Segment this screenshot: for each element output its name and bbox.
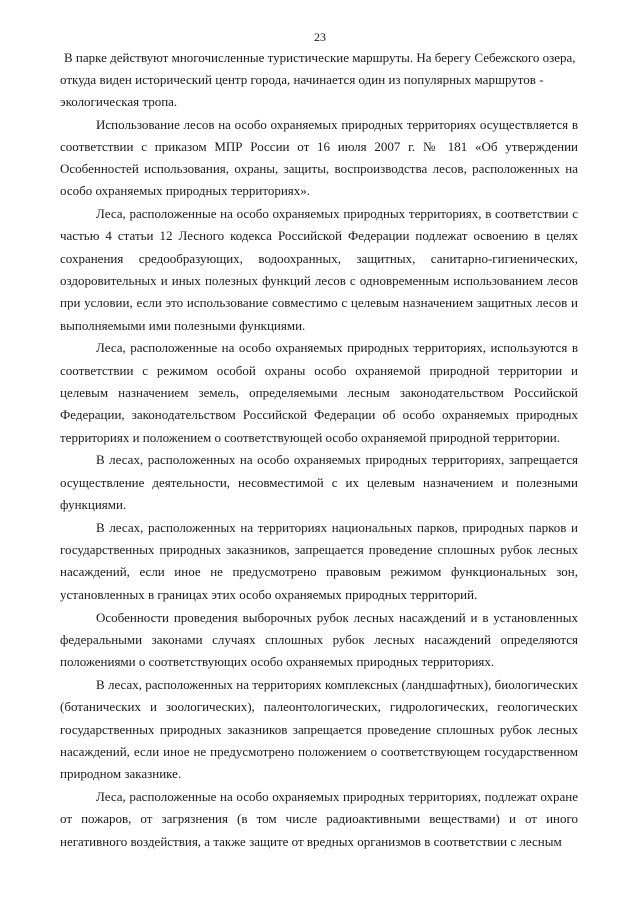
paragraph-5: В лесах, расположенных на особо охраняемых природных территориях, запрещается осуществление деятельности, несовместимой с их целевым назначением и полезными функциями.	[60, 452, 578, 513]
paragraph-3: Леса, расположенные на особо охраняемых природных территориях, в соответствии с частью 4 статьи 12 Лесного кодекса Российской Федерации подлежат освоению в целях сохранения средообразующих, водоохранных, защитных, санитарно-гигиенических, оздоровительных и иных полезных функций лесов с одновременным использованием лесов при условии, если это использование совместимо с целевым назначением защитных лесов и выполняемыми ими полезными функциями.	[60, 206, 578, 333]
paragraph-8: В лесах, расположенных на территориях комплексных (ландшафтных), биологических (ботанических и зоологических), палеонтологических, гидрологических, геологических государственных природных заказников запрещается проведение сплошных рубок лесных насаждений, если иное не предусмотрено положением о соответствующем государственном природном заказнике.	[60, 676, 578, 782]
document-body	[60, 47, 578, 853]
paragraph-9: Леса, расположенные на особо охраняемых природных территориях, подлежат охране от пожаров, от загрязнения (в том числе радиоактивными веществами) и от иного негативного воздействия, а также защите от вредных организмов в соответствии с лесным	[60, 788, 578, 849]
page-number: 23	[314, 30, 326, 44]
paragraph-6: В лесах, расположенных на территориях национальных парков, природных парков и государственных природных заказников, запрещается проведение сплошных рубок лесных насаждений, если иное не предусмотрено правовым режимом функциональных зон, установленных в границах этих особо охраняемых природных территорий.	[60, 519, 578, 602]
paragraph-4: Леса, расположенные на особо охраняемых природных территориях, используются в соответствии с режимом особой охраны особо охраняемой природной территории и целевым назначением земель, определяемыми лесным законодательством Российской Федерации, законодательством Российской Федерации об особо охраняемых природных территориях и положением о соответствующей особо охраняемой природной территории.	[60, 340, 578, 445]
paragraph-2: Использование лесов на особо охраняемых природных территориях осуществляется в соответствии с приказом МПР России от 16 июля 2007 г. № 181 «Об утверждении Особенностей использования, охраны, защиты, воспроизводства лесов, расположенных на особо охраняемых природных территориях».	[60, 116, 578, 199]
paragraph-7: Особенности проведения выборочных рубок лесных насаждений и в установленных федеральными законами случаях сплошных рубок лесных насаждений определяются положениями о соответствующих особо охраняемых природных территориях.	[60, 609, 578, 670]
paragraph-1: В парке действуют многочисленные туристические маршруты. На берегу Себежского озера, откуда виден исторический центр города, начинается один из популярных маршрутов - экологическая тропа.	[60, 50, 576, 109]
